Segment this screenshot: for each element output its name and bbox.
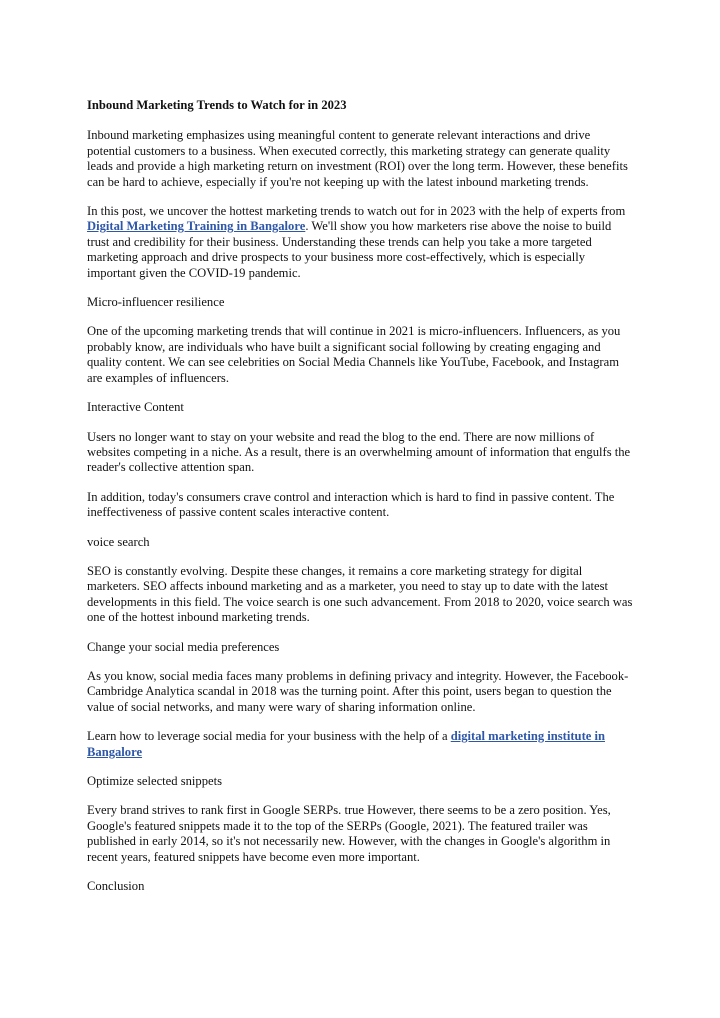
section-heading-voice-search: voice search [87, 534, 150, 549]
document-title: Inbound Marketing Trends to Watch for in 2023 [87, 98, 347, 112]
intro-paragraph: Inbound marketing emphasizes using meaningful content to generate relevant interactions and drive potential customers to a business. When executed correctly, this marketing strategy can generate quality leads and provide a high marketing return on investment (ROI) over the long term. However, these benefits can be hard to achieve, especially if you're not keeping up with the latest inbound marketing trends. [87, 128, 628, 189]
section-heading-micro-influencer: Micro-influencer resilience [87, 295, 225, 310]
section-heading-conclusion: Conclusion [87, 879, 145, 894]
voice-search-paragraph: SEO is constantly evolving. Despite these changes, it remains a core marketing strategy for digital marketers. SEO affects inbound marketing and as a marketer, you need to stay up to date with the latest developments in this field. The voice search is one such advancement. From 2018 to 2020, voice search was one of the hottest inbound marketing trends. [87, 563, 633, 625]
interactive-paragraph-2: In addition, today's consumers crave control and interaction which is hard to find in passive content. The ineffectiveness of passive content scales interactive content. [87, 489, 615, 520]
intro-paragraph-with-link [87, 204, 635, 281]
section-heading-social-media: Change your social media preferences [87, 639, 280, 654]
micro-influencer-paragraph: One of the upcoming marketing trends that will continue in 2021 is micro-influencers. Influencers, as you probably know, are individuals who have built a significant social following by creating engaging and quality content. We can see celebrities on Social Media Channels like YouTube, Facebook, and Instagram are examples of influencers. [87, 324, 621, 385]
section-heading-snippets: Optimize selected snippets [87, 774, 222, 788]
learn-paragraph-with-link [87, 729, 635, 760]
digital-marketing-training-link[interactable]: Digital Marketing Training in Bangalore [87, 219, 306, 234]
section-heading-interactive-content: Interactive Content [87, 400, 184, 415]
social-media-paragraph: As you know, social media faces many problems in defining privacy and integrity. However, the Facebook-Cambridge Analytica scandal in 2018 was the turning point. After this point, users began to question the value of social networks, and many were wary of sharing information online. [87, 668, 629, 714]
digital-marketing-institute-link[interactable]: digital marketing institute in Bangalore [87, 729, 605, 759]
intro2-text-before: In this post, we uncover the hottest marketing trends to watch out for in 2023 with the help of experts from [87, 204, 626, 219]
interactive-paragraph-1: Users no longer want to stay on your website and read the blog to the end. There are now millions of websites competing in a niche. As a result, there is an overwhelming amount of information that engulfs the reader's collective attention span. [87, 429, 631, 475]
document-page [87, 98, 635, 908]
intro2-text-after: . We'll show you how marketers rise above the noise to build trust and credibility for their business. Understanding these trends can help you take a more targeted marketing approach and drive prospects to your business more cost-effectively, which is especially important given the COVID-19 pandemic. [87, 219, 612, 280]
snippets-paragraph: Every brand strives to rank first in Google SERPs. true However, there seems to be a zero position. Yes, Google's featured snippets made it to the top of the SERPs (Google, 2021). The featured trailer was published in early 2014, so it's not necessarily new. However, with the changes in Google's algorithm in recent years, featured snippets have become even more important. [87, 803, 611, 864]
learn-text-before: Learn how to leverage social media for your business with the help of a [87, 729, 451, 744]
